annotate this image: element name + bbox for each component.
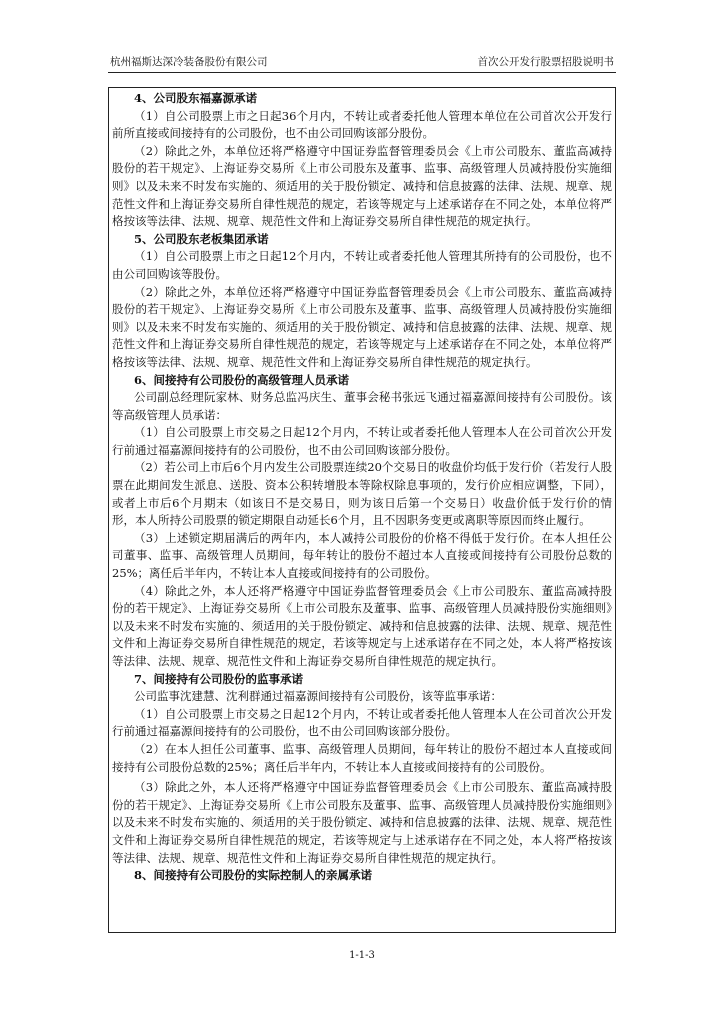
- paragraph: 公司副总经理阮家林、财务总监冯庆生、董事会秘书张远飞通过福嘉源间接持有公司股份。该等高级管理人员承诺：: [112, 390, 612, 422]
- page-header: [108, 50, 616, 73]
- section-heading: 7、间接持有公司股份的监事承诺: [134, 671, 303, 686]
- paragraph: （1）自公司股票上市之日起36个月内，不转让或者委托他人管理本单位在公司首次公开发行前所直接或间接持有的公司股份，也不由公司回购该部分股份。: [112, 108, 612, 141]
- paragraph: （2）除此之外，本单位还将严格遵守中国证券监督管理委员会《上市公司股东、董监高减持股份的若干规定》、上海证券交易所《上市公司股东及董事、监事、高级管理人员减持股份实施细则》以及未来不时发布实施的、须适用的关于股份锁定、减持和信息披露的法律、法规、规章、规范性文件和上海证券交易所自律性规范的规定，若该等规定与上述承诺存在不同之处，本单位将严格按该等法律、法规、规章、规范性文件和上海证券交易所自律性规范的规定执行。: [112, 284, 612, 369]
- section-heading: 6、间接持有公司股份的高级管理人员承诺: [134, 372, 349, 387]
- header-company: 杭州福斯达深冷装备股份有限公司: [110, 56, 268, 68]
- paragraph: （2）除此之外，本单位还将严格遵守中国证券监督管理委员会《上市公司股东、董监高减持股份的若干规定》、上海证券交易所《上市公司股东及董事、监事、高级管理人员减持股份实施细则》以及未来不时发布实施的、须适用的关于股份锁定、减持和信息披露的法律、法规、规章、规范性文件和上海证券交易所自律性规范的规定，若该等规定与上述承诺存在不同之处，本单位将严格按该等法律、法规、规章、规范性文件和上海证券交易所自律性规范的规定执行。: [112, 143, 612, 229]
- page-number: 1-1-3: [349, 950, 375, 961]
- paragraph: （2）在本人担任公司董事、监事、高级管理人员期间，每年转让的股份不超过本人直接或间接持有公司股份总数的25%；离任后半年内，不转让本人直接或间接持有的公司股份。: [112, 741, 612, 774]
- paragraph: （3）除此之外，本人还将严格遵守中国证券监督管理委员会《上市公司股东、董监高减持股份的若干规定》、上海证券交易所《上市公司股东及董事、监事、高级管理人员减持股份实施细则》以及未来不时发布实施的、须适用的关于股份锁定、减持和信息披露的法律、法规、规章、规范性文件和上海证券交易所自律性规范的规定，若该等规定与上述承诺存在不同之处，本人将严格按该等法律、法规、规章、规范性文件和上海证券交易所自律性规范的规定执行。: [112, 780, 612, 865]
- section-heading: 4、公司股东福嘉源承诺: [134, 91, 258, 105]
- paragraph: （1）自公司股票上市之日起12个月内，不转让或者委托他人管理其所持有的公司股份，也不由公司回购该等股份。: [112, 249, 612, 281]
- content-frame: [108, 87, 616, 933]
- section-heading: 5、公司股东老板集团承诺: [134, 231, 269, 246]
- paragraph: （3）上述锁定期届满后的两年内，本人减持公司股份的价格不得低于发行价。在本人担任公司董事、监事、高级管理人员期间，每年转让的股份不超过本人直接或间接持有公司股份总数的25%；离任后半年内，不转让本人直接或间接持有的公司股份。: [112, 530, 612, 581]
- paragraph: （2）若公司上市后6个月内发生公司股票连续20个交易日的收盘价均低于发行价（若发行人股票在此期间发生派息、送股、资本公积转增股本等除权除息事项的，发行价应相应调整，下同），或者上市后6个月期末（如该日不是交易日，则为该日后第一个交易日）收盘价低于发行价的情形，本人所持公司股票的锁定期限自动延长6个月，且不因职务变更或离职等原因而终止履行。: [112, 460, 612, 528]
- paragraph: 公司监事沈建慧、沈利群通过福嘉源间接持有公司股份，该等监事承诺：: [134, 689, 502, 704]
- section-heading: 8、间接持有公司股份的实际控制人的亲属承诺: [134, 868, 372, 883]
- paragraph: （4）除此之外，本人还将严格遵守中国证券监督管理委员会《上市公司股东、董监高减持股份的若干规定》、上海证券交易所《上市公司股东及董事、监事、高级管理人员减持股份实施细则》以及未来不时发布实施的、须适用的关于股份锁定、减持和信息披露的法律、法规、规章、规范性文件和上海证券交易所自律性规范的规定，若该等规定与上述承诺存在不同之处，本人将严格按该等法律、法规、规章、规范性文件和上海证券交易所自律性规范的规定执行。: [112, 583, 612, 668]
- paragraph: （1）自公司股票上市交易之日起12个月内，不转让或者委托他人管理本人在公司首次公开发行前通过福嘉源间接持有的公司股份，也不由公司回购该部分股份。: [112, 706, 612, 739]
- paragraph: （1）自公司股票上市交易之日起12个月内，不转让或者委托他人管理本人在公司首次公开发行前通过福嘉源间接持有的公司股份，也不由公司回购该部分股份。: [112, 425, 612, 457]
- header-doc-title: 首次公开发行股票招股说明书: [477, 56, 614, 68]
